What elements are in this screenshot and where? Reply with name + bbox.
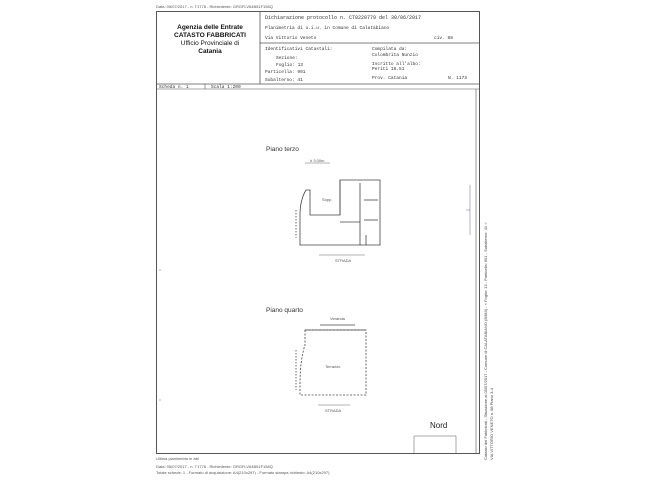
compilata-ordine: Periti 16.51 [372, 67, 405, 72]
plan-quarto-title: Piano quarto [266, 307, 303, 314]
compilata-prov: Prov. Catania [372, 76, 408, 81]
plan-quarto-bottom: STRADA [325, 408, 342, 413]
nord-label: Nord [430, 421, 448, 430]
plan-terzo-title: Piano terzo [266, 146, 299, 153]
ids-particella: Particella: 901 [265, 70, 306, 75]
compilata-n: N. 1173 [448, 76, 467, 81]
compilata-iscritto: Iscritto all'albo: [372, 62, 421, 67]
compilata-label: Compilata da: [372, 47, 408, 52]
scheda-number: Scheda n. 1 [159, 85, 189, 90]
plan-quarto-label: Veranda [330, 316, 345, 321]
compilata-name: Colombrita Nunzio [372, 53, 418, 58]
plan-quarto-room: Terrazzo [325, 364, 341, 369]
plan-terzo-walls [296, 180, 380, 245]
agency-name: Agenzia delle Entrate [177, 24, 243, 31]
plan-terzo-height: h 3.00m [310, 158, 325, 163]
ids-foglio: Foglio: 13 [276, 63, 304, 68]
footer-line2: Data: 05/07/2017 - n. T1778 - Richiedente: GRGFLV64B51F158Q [156, 464, 273, 469]
agency-catasto: CATASTO FABBRICATI [173, 32, 247, 39]
declaration-address: Via Vittorio Veneto [265, 36, 317, 41]
declaration-civ: civ. 88 [434, 36, 453, 41]
ids-sezione: Sezione: [276, 56, 298, 61]
ids-subalterno: Subalterno: 41 [265, 78, 303, 83]
agency-city: Catania [198, 48, 222, 55]
plan-terzo-room: Sopp. [322, 197, 333, 202]
footer-line3: Totale schede: 1 - Formato di acquisizione: A4(210x297) - Formato stampa richiesto: A4(210x297) [156, 470, 330, 475]
plan-terzo-bottom: STRADA [335, 258, 352, 263]
declaration-subtitle: Planimetria di u.i.u. in Comune di Calatabiano [265, 26, 390, 31]
agency-ufficio: Ufficio Provinciale di [180, 40, 240, 47]
footer-line1: Ultima planimetria in atti [156, 456, 199, 461]
plan-quarto-walls [296, 325, 366, 395]
ids-label: Identificativi Catastali: [265, 47, 333, 52]
declaration-title: Dichiarazione protocollo n. CT0220779 del 30/06/2017 [265, 15, 422, 21]
plan-terzo-dims [305, 163, 365, 255]
side-text-2: VIA VITTORIO VENETO n. 88 Piano 3-4 [489, 388, 494, 460]
top-header: Data: 05/07/2017 - n. T1778 - Richiedente: GRGFLV64B51F158Q [156, 4, 273, 9]
side-text-1: Catasto dei Fabbricati - Situazione al 05/07/2017 - Comune di CALATABIANO (B384) - < Foglio: 13 - Particella: 901 - Subalterno: 41 > [483, 222, 488, 460]
scala: Scala 1:200 [211, 85, 241, 90]
